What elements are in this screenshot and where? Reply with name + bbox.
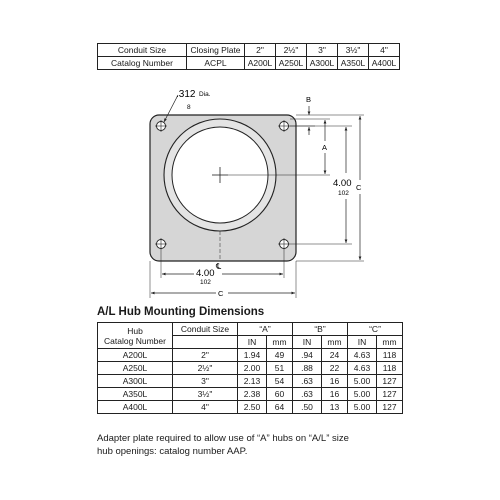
- catalog-number-cell: A300L: [307, 57, 338, 70]
- unit-in-header: IN: [293, 336, 322, 349]
- closing-plate-label: Closing Plate: [187, 44, 245, 57]
- conduit-size-cell: 4": [173, 401, 238, 414]
- dimension-4in-right-value: 4.00: [333, 178, 352, 189]
- conduit-size-cell: 2½": [276, 44, 307, 57]
- conduit-size-cell: 3": [173, 375, 238, 388]
- hub-catalog-cell: A200L: [98, 349, 173, 362]
- mounting-dimensions-table: [97, 322, 403, 414]
- c-in-cell: 4.63: [348, 349, 377, 362]
- a-in-cell: 2.38: [238, 388, 267, 401]
- b-mm-cell: 16: [322, 388, 348, 401]
- table-row: [98, 375, 403, 388]
- b-mm-cell: 13: [322, 401, 348, 414]
- catalog-number-cell: A350L: [338, 57, 369, 70]
- hub-catalog-header: [98, 323, 173, 349]
- conduit-size-cell: 3½": [338, 44, 369, 57]
- dimension-c-bottom-label: C: [218, 289, 224, 298]
- b-in-cell: .94: [293, 349, 322, 362]
- a-in-cell: 2.13: [238, 375, 267, 388]
- centerline-symbol: ℄: [216, 262, 222, 271]
- adapter-note-line2: hub openings: catalog number AAP.: [97, 446, 248, 457]
- hub-catalog-cell: A250L: [98, 362, 173, 375]
- c-mm-cell: 127: [377, 388, 403, 401]
- b-in-cell: .63: [293, 375, 322, 388]
- a-in-cell: 1.94: [238, 349, 267, 362]
- catalog-number-cell: A250L: [276, 57, 307, 70]
- dimension-c-right-label: C: [356, 183, 362, 192]
- table-row: [98, 401, 403, 414]
- hub-plate-drawing: [0, 85, 500, 300]
- hole-diameter-metric: 8: [187, 104, 191, 111]
- hub-header-line2: Catalog Number: [104, 335, 166, 346]
- catalog-number-row: [98, 57, 400, 70]
- catalog-number-label: Catalog Number: [98, 57, 187, 70]
- a-mm-cell: 51: [267, 362, 293, 375]
- b-in-cell: .50: [293, 401, 322, 414]
- catalog-number-cell: A400L: [369, 57, 400, 70]
- hole-diameter-unit: Dia.: [199, 91, 211, 98]
- dimension-b-label: B: [306, 95, 312, 104]
- mounting-dimensions-title: A/L Hub Mounting Dimensions: [97, 306, 265, 318]
- c-in-cell: 5.00: [348, 401, 377, 414]
- dimension-a-label: A: [322, 143, 328, 152]
- b-mm-cell: 24: [322, 349, 348, 362]
- adapter-note-line1: Adapter plate required to allow use of “A” hubs on “A/L” size: [97, 433, 349, 444]
- hub-catalog-cell: A400L: [98, 401, 173, 414]
- adapter-note: [97, 432, 349, 458]
- dimension-4in-bottom-metric: 102: [200, 279, 211, 286]
- b-in-cell: .63: [293, 388, 322, 401]
- conduit-size-label: Conduit Size: [98, 44, 187, 57]
- unit-in-header: IN: [348, 336, 377, 349]
- dimension-4in-right-metric: 102: [338, 190, 349, 197]
- a-mm-cell: 60: [267, 388, 293, 401]
- table-row: [98, 349, 403, 362]
- c-mm-cell: 118: [377, 349, 403, 362]
- catalog-number-cell: A200L: [245, 57, 276, 70]
- dimension-b-header: “B”: [293, 323, 348, 336]
- c-mm-cell: 127: [377, 401, 403, 414]
- dimension-c-header: “C”: [348, 323, 403, 336]
- conduit-size-cell: 2½": [173, 362, 238, 375]
- c-mm-cell: 118: [377, 362, 403, 375]
- a-mm-cell: 64: [267, 401, 293, 414]
- a-in-cell: 2.00: [238, 362, 267, 375]
- a-mm-cell: 49: [267, 349, 293, 362]
- table-row: [98, 388, 403, 401]
- c-in-cell: 5.00: [348, 388, 377, 401]
- a-in-cell: 2.50: [238, 401, 267, 414]
- conduit-size-row: [98, 44, 400, 57]
- conduit-size-cell: 3½": [173, 388, 238, 401]
- closing-plate-catalog: ACPL: [187, 57, 245, 70]
- c-in-cell: 5.00: [348, 375, 377, 388]
- table-row: [98, 362, 403, 375]
- c-mm-cell: 127: [377, 375, 403, 388]
- unit-mm-header: mm: [377, 336, 403, 349]
- dimension-a-header: “A”: [238, 323, 293, 336]
- conduit-size-cell: 4": [369, 44, 400, 57]
- hub-catalog-cell: A350L: [98, 388, 173, 401]
- b-mm-cell: 16: [322, 375, 348, 388]
- conduit-size-cell: 2": [245, 44, 276, 57]
- b-mm-cell: 22: [322, 362, 348, 375]
- hub-header-line1: Hub: [127, 325, 143, 336]
- conduit-size-header: Conduit Size: [173, 323, 238, 336]
- conduit-size-subheader: [173, 336, 238, 349]
- table-header-row: [98, 323, 403, 336]
- unit-mm-header: mm: [267, 336, 293, 349]
- dimension-4in-bottom-value: 4.00: [196, 268, 215, 279]
- unit-mm-header: mm: [322, 336, 348, 349]
- b-in-cell: .88: [293, 362, 322, 375]
- conduit-size-cell: 3": [307, 44, 338, 57]
- hub-catalog-cell: A300L: [98, 375, 173, 388]
- unit-in-header: IN: [238, 336, 267, 349]
- c-in-cell: 4.63: [348, 362, 377, 375]
- hole-diameter-value: .312: [176, 89, 196, 100]
- conduit-size-cell: 2": [173, 349, 238, 362]
- a-mm-cell: 54: [267, 375, 293, 388]
- closing-plate-table: [97, 43, 400, 70]
